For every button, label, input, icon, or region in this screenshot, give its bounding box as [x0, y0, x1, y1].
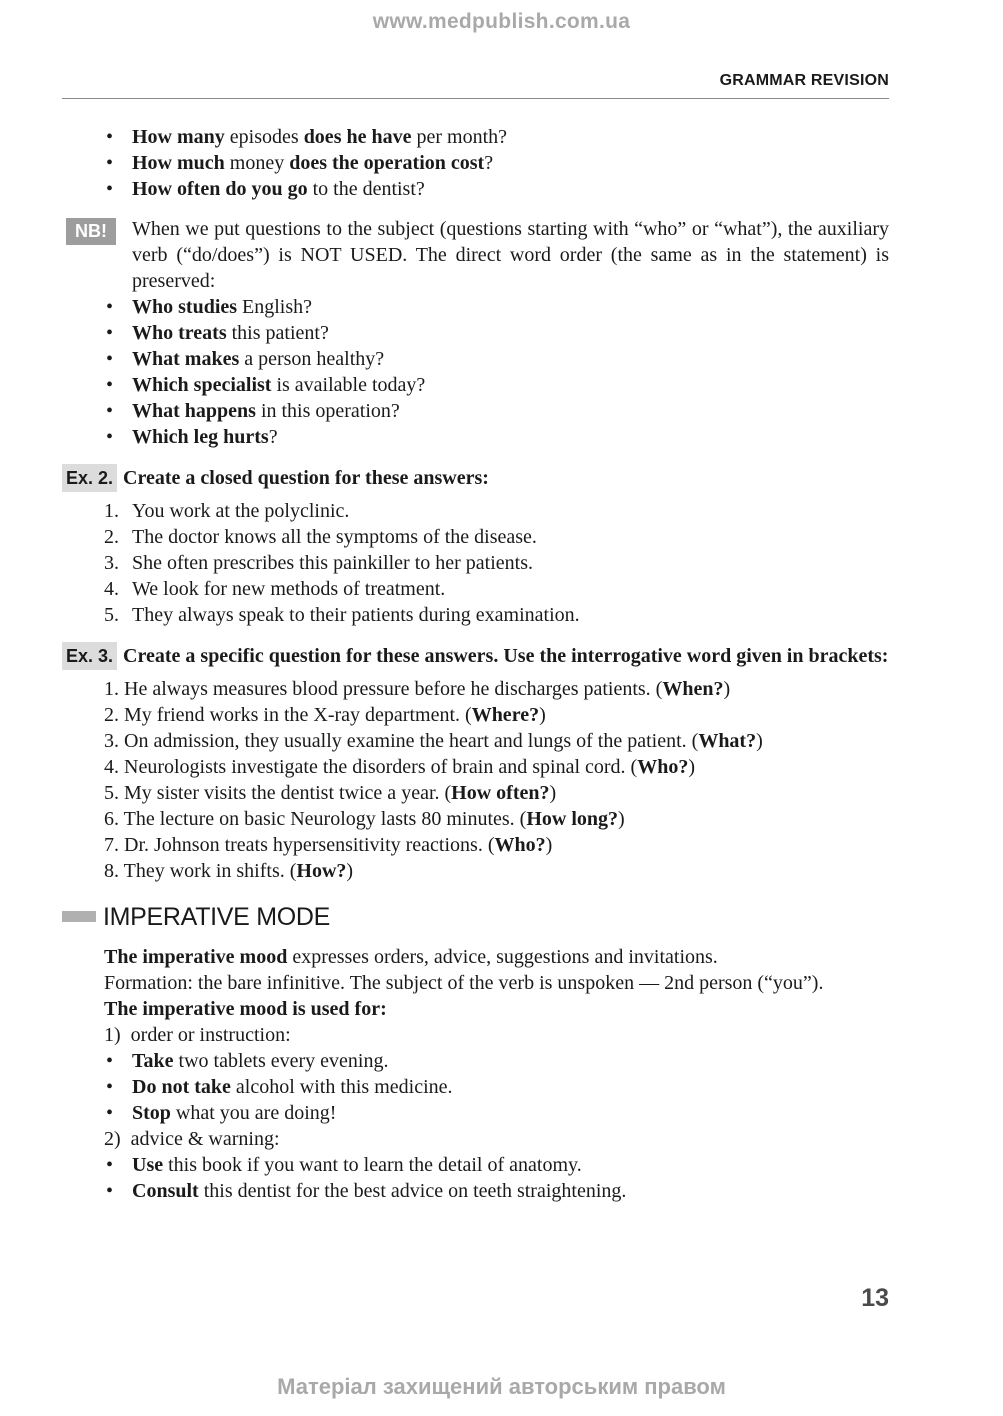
page-number: 13 — [861, 1284, 889, 1312]
item-text: She often prescribes this painkiller to her patients. — [132, 552, 534, 574]
text: ) — [618, 808, 625, 830]
usage-examples — [62, 1152, 889, 1204]
text: to the dentist? — [307, 178, 425, 200]
exercise-tag: Ex. 2. — [62, 464, 117, 492]
nb-note — [62, 216, 889, 450]
list-item — [62, 780, 889, 806]
usage-label: 1) order or instruction: — [104, 1024, 291, 1046]
list-item — [62, 1152, 889, 1178]
list-item — [62, 1048, 889, 1074]
text: ) — [549, 782, 557, 804]
text: is available today? — [271, 374, 426, 396]
text: episodes — [224, 126, 304, 148]
exercise-3 — [62, 642, 889, 884]
running-head: GRAMMAR REVISION — [719, 72, 889, 89]
item-number: 5. — [104, 604, 119, 626]
text: money — [224, 152, 290, 174]
item-text: You work at the polyclinic. — [132, 500, 350, 522]
bold-text: How much — [132, 152, 225, 174]
item-text: 7. Dr. Johnson treats hypersensitivity reactions. ( — [104, 834, 495, 856]
bold-text: How often? — [451, 782, 550, 804]
bold-text: The imperative mood — [104, 946, 288, 968]
list-item — [62, 498, 889, 524]
list-item — [62, 832, 889, 858]
list-item — [62, 754, 889, 780]
text: this patient? — [226, 322, 329, 344]
bold-text: Which specialist — [132, 374, 272, 396]
text: ) — [756, 730, 763, 752]
list-item — [62, 294, 889, 320]
list-item — [62, 858, 889, 884]
list-item — [62, 806, 889, 832]
copyright-notice: Матеріал захищений авторським правом — [277, 1374, 726, 1399]
exercise-2-list — [62, 498, 889, 628]
list-item — [62, 524, 889, 550]
nb-tag: NB! — [66, 218, 116, 245]
item-text: 5. My sister visits the dentist twice a year. ( — [104, 782, 452, 804]
exercise-title: Create a specific question for these answers. Use the interrogative word given in brackets: — [123, 645, 889, 667]
list-item — [62, 150, 889, 176]
item-text: The doctor knows all the symptoms of the disease. — [132, 526, 537, 548]
paragraph — [62, 996, 889, 1022]
item-number: 1. — [104, 500, 119, 522]
list-item — [62, 346, 889, 372]
text: this dentist for the best advice on teeth straightening. — [198, 1180, 627, 1202]
list-item — [62, 702, 889, 728]
bold-text: Use — [132, 1154, 164, 1176]
item-number: 4. — [104, 578, 119, 600]
section-marker — [62, 911, 96, 922]
bold-text: Stop — [132, 1102, 171, 1124]
bold-text: How many — [132, 126, 225, 148]
usage-examples — [62, 1048, 889, 1126]
text: a person healthy? — [239, 348, 385, 370]
list-item — [62, 372, 889, 398]
text: per month? — [411, 126, 508, 148]
text: expresses orders, advice, suggestions and invitations. — [287, 946, 718, 968]
bold-text: Where? — [471, 704, 540, 726]
text: ) — [688, 756, 696, 778]
exercise-3-list — [62, 676, 889, 884]
list-item — [62, 124, 889, 150]
bold-text: What happens — [132, 400, 256, 422]
item-text: They always speak to their patients during examination. — [132, 604, 580, 626]
page-content — [62, 124, 889, 1204]
item-text: 1. He always measures blood pressure before he discharges patients. ( — [104, 678, 663, 700]
text: what you are doing! — [170, 1102, 337, 1124]
text: ) — [723, 678, 731, 700]
bold-text: The imperative mood is used for: — [104, 998, 387, 1020]
list-item — [62, 602, 889, 628]
bold-text: does the operation cost — [289, 152, 485, 174]
item-text: 6. The lecture on basic Neurology lasts 80 minutes. ( — [104, 808, 527, 830]
item-text: 2. My friend works in the X-ray department. ( — [104, 704, 472, 726]
bold-text: does he have — [303, 126, 412, 148]
text: English? — [237, 296, 313, 318]
list-item — [62, 1074, 889, 1100]
text: in this operation? — [255, 400, 400, 422]
list-item — [62, 176, 889, 202]
list-item — [62, 320, 889, 346]
item-text: 8. They work in shifts. ( — [104, 860, 297, 882]
bold-text: How? — [296, 860, 347, 882]
bold-text: Do not take — [132, 1076, 231, 1098]
list-item — [62, 676, 889, 702]
text: ) — [346, 860, 354, 882]
bold-text: What makes — [132, 348, 240, 370]
header-rule — [62, 98, 889, 99]
list-item — [62, 576, 889, 602]
paragraph: Formation: the bare infinitive. The subject of the verb is unspoken — 2nd person (“you”). — [104, 972, 824, 994]
list-item — [62, 728, 889, 754]
exercise-title: Create a closed question for these answers: — [123, 467, 489, 489]
exercise-tag: Ex. 3. — [62, 642, 117, 670]
section-heading-text: IMPERATIVE MODE — [103, 903, 331, 931]
text: ) — [539, 704, 546, 726]
nb-text: When we put questions to the subject (questions starting with “who” or “what”), the auxiliary verb (“do/does”) is NOT USED. The direct word order (the same as in the statement) is preserved: — [132, 218, 889, 292]
item-text: 4. Neurologists investigate the disorders of brain and spinal cord. ( — [104, 756, 638, 778]
bold-text: Who studies — [132, 296, 238, 318]
list-item — [62, 398, 889, 424]
bold-text: Who? — [494, 834, 546, 856]
list-item — [62, 424, 889, 450]
bold-text: When? — [662, 678, 724, 700]
wh-question-examples — [62, 124, 889, 202]
item-text: 3. On admission, they usually examine the heart and lungs of the patient. ( — [104, 730, 699, 752]
bold-text: Who treats — [132, 322, 227, 344]
exercise-2 — [62, 464, 889, 628]
bold-text: How often do you go — [132, 178, 308, 200]
text: ? — [484, 152, 494, 174]
bold-text: Which leg hurts — [132, 426, 269, 448]
list-item — [62, 1178, 889, 1204]
item-number: 3. — [104, 552, 119, 574]
subject-question-examples — [62, 294, 889, 450]
list-item — [62, 550, 889, 576]
text: two tablets every evening. — [173, 1050, 389, 1072]
text: this book if you want to learn the detail of anatomy. — [163, 1154, 582, 1176]
text: ? — [268, 426, 278, 448]
item-text: We look for new methods of treatment. — [132, 578, 446, 600]
text: alcohol with this medicine. — [230, 1076, 453, 1098]
bold-text: Consult — [132, 1180, 199, 1202]
bold-text: Take — [132, 1050, 174, 1072]
bold-text: Who? — [637, 756, 689, 778]
item-number: 2. — [104, 526, 119, 548]
list-item — [62, 1100, 889, 1126]
bold-text: What? — [698, 730, 757, 752]
bold-text: How long? — [526, 808, 619, 830]
site-url: www.medpublish.com.ua — [372, 10, 631, 33]
section-heading — [62, 902, 889, 932]
text: ) — [545, 834, 553, 856]
usage-label: 2) advice & warning: — [104, 1128, 280, 1150]
paragraph — [62, 944, 889, 970]
